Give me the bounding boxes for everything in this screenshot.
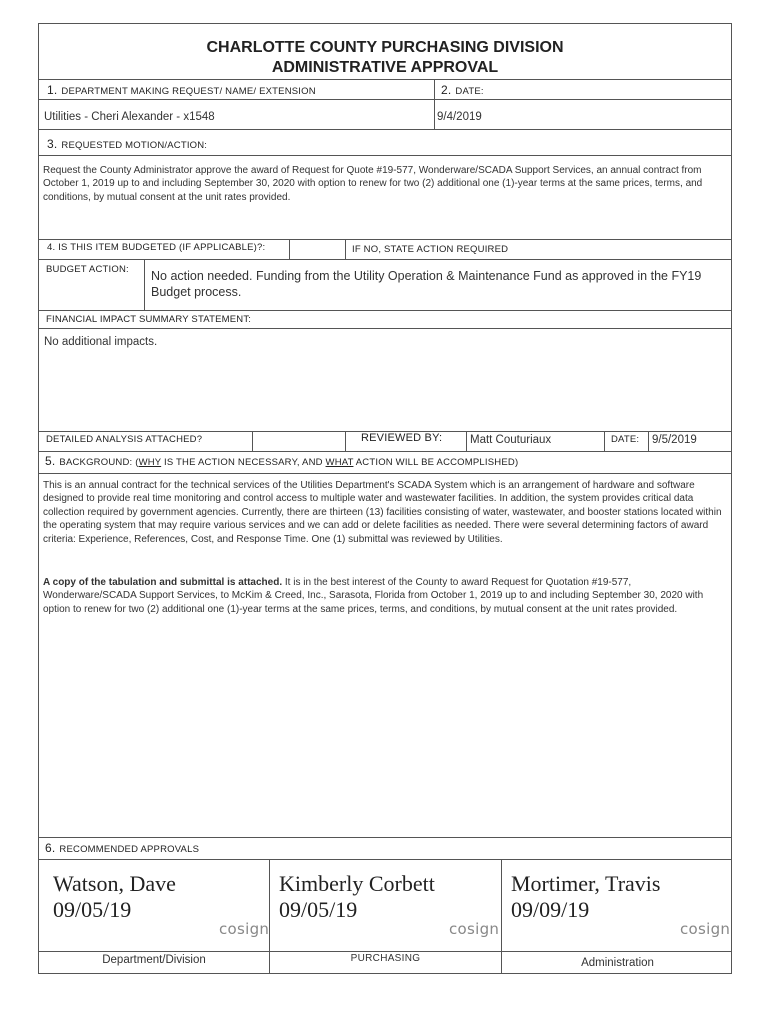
budgeted-question-label: 4. IS THIS ITEM BUDGETED (IF APPLICABLE)?: (47, 242, 266, 253)
form-title-line2: ADMINISTRATIVE APPROVAL (271, 59, 499, 76)
approval-1-cosign-stamp: cosign (219, 920, 270, 938)
reviewed-by-field[interactable]: Matt Couturiaux (470, 434, 552, 446)
approval-3-cosign-stamp: cosign (680, 920, 731, 938)
budgeted-answer-field[interactable] (291, 242, 343, 258)
section1-label: 1. DEPARTMENT MAKING REQUEST/ NAME/ EXTENSION (47, 83, 316, 97)
section5-label: 5. BACKGROUND: (WHY IS THE ACTION NECESSARY, AND WHAT ACTION WILL BE ACCOMPLISHED) (45, 454, 519, 468)
detailed-analysis-field[interactable] (254, 433, 344, 449)
approval-2-cosign-stamp: cosign (449, 920, 500, 938)
requested-motion-text: Request the County Administrator approve the award of Request for Quote #19-577, Wonderware/SCADA Support Services, an annual contract from October 1, 2019 up to and including September 30, 2020 with option to renew for two (2) additional one (1)-year terms at the same prices, terms, and conditions, by mutual consent at the unit rates provided. (43, 165, 703, 203)
approval-1-role: Department/Division (102, 954, 206, 966)
section6-label: 6. RECOMMENDED APPROVALS (45, 841, 200, 855)
review-date-label: DATE: (611, 434, 640, 445)
financial-impact-text: No additional impacts. (44, 336, 158, 348)
background-paragraph-1: This is an annual contract for the technical services of the Utilities Department's SCADA System which is an arrangement of hardware and software designed to provide real time monitoring and control access to multiple water and wastewater facilities. In addition, the system provides critical data collection required by government agencies. Currently, there are thirteen (13) facilities consisting of water, wastewater, and booster stations located within the operating system that may require various services and we can add or delete facilities as needed. There were several determining factors of award criteria: Experience, References, Cost, and Response Time. One (1) submittal was reviewed by Utilities. (43, 480, 722, 545)
budget-action-text: No action needed. Funding from the Utility Operation & Maintenance Fund as approved in the FY19 Budget process. (151, 269, 702, 299)
approval-2-date: 09/05/19 (279, 897, 358, 922)
budget-action-label: BUDGET ACTION: (46, 264, 129, 275)
detailed-analysis-label: DETAILED ANALYSIS ATTACHED? (46, 434, 203, 445)
section2-label: 2. DATE: (441, 83, 484, 97)
approval-3-date: 09/09/19 (511, 897, 590, 922)
background-paragraph-2: A copy of the tabulation and submittal is attached. It is in the best interest of the County to award Request for Quotation #19-577, Wonderware/SCADA Support Services, to McKim & Creed, Inc., Sarasota, Florida from October 1, 2019 up to and including September 30, 2020 with option to renew for two (2) additional one (1)-year terms at the same prices, terms, and conditions, by mutual consent at the unit rates provided. (43, 577, 704, 615)
approval-2-signer-name: Kimberly Corbett (279, 871, 435, 896)
reviewed-by-label: REVIEWED BY: (361, 432, 443, 444)
approval-1-signer-name: Watson, Dave (53, 871, 176, 896)
form-title-line1: CHARLOTTE COUNTY PURCHASING DIVISION (206, 39, 564, 56)
department-field[interactable]: Utilities - Cheri Alexander - x1548 (44, 111, 215, 123)
approval-3-role: Administration (581, 957, 654, 969)
approval-3-signer-name: Mortimer, Travis (511, 871, 661, 896)
financial-impact-label: FINANCIAL IMPACT SUMMARY STATEMENT: (46, 314, 252, 325)
section3-label: 3. REQUESTED MOTION/ACTION: (47, 137, 208, 151)
administrative-approval-form (38, 23, 732, 974)
approval-2-role: PURCHASING (350, 953, 421, 964)
request-date-field[interactable]: 9/4/2019 (437, 111, 482, 123)
approval-1-date: 09/05/19 (53, 897, 132, 922)
if-no-label: IF NO, STATE ACTION REQUIRED (352, 244, 509, 255)
review-date-field[interactable]: 9/5/2019 (652, 434, 697, 446)
